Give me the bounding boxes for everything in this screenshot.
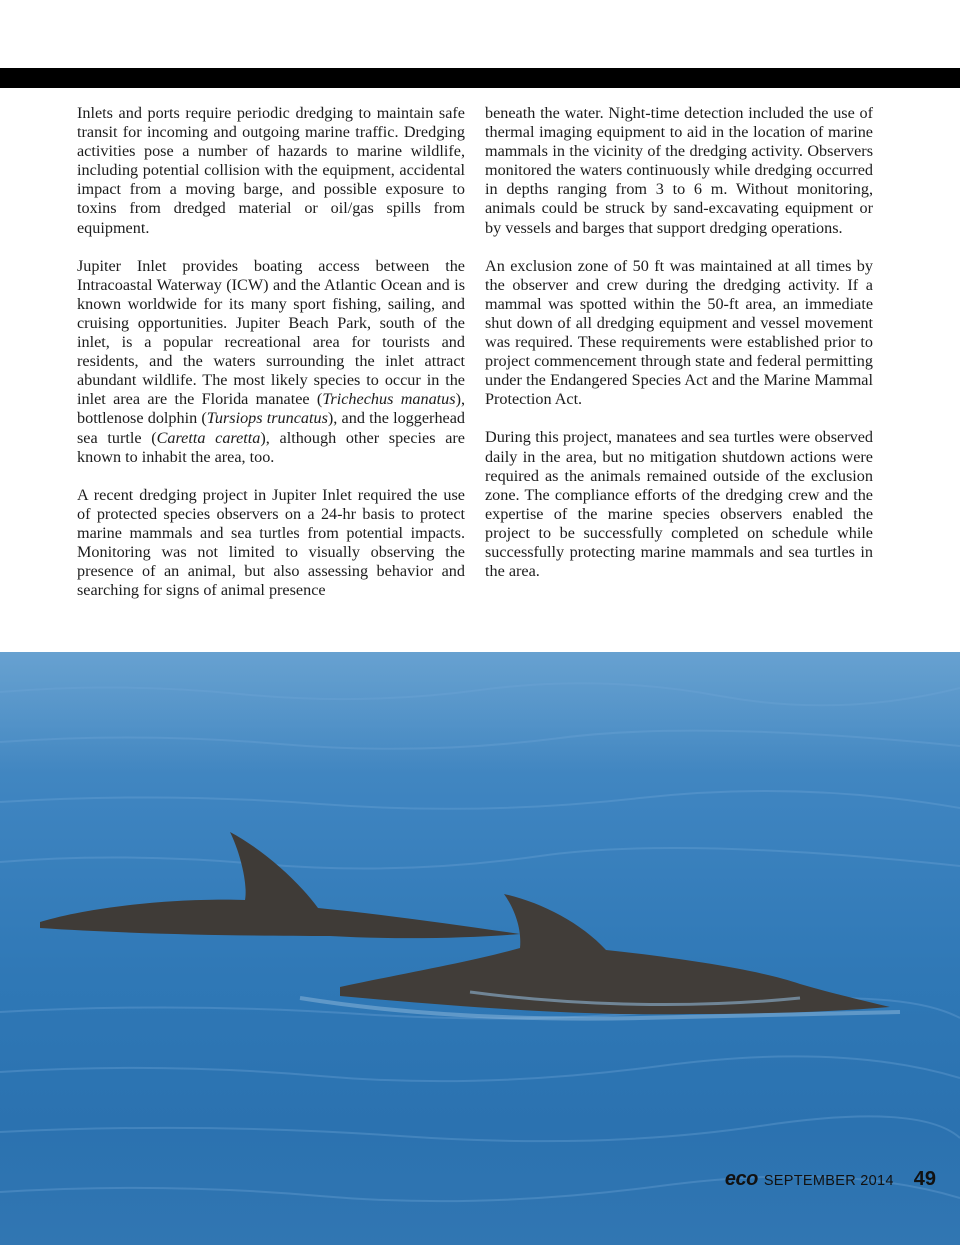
paragraph-exclusion-zone: An exclusion zone of 50 ft was maintained at all times by the observer and crew during the dredging activity. If a mammal was spotted within the 50-ft area, an immediate shut down of all dredging equipment and vessel movement was required. These requirements were established prior to project commencement through state and federal permitting under the Endangered Species Act and the Marine Mammal Protection Act. [485,256,873,409]
dolphin-back-shape [40,832,520,938]
page-footer [725,1168,936,1194]
article-column-right [485,104,873,600]
paragraph-project-outcome: During this project, manatees and sea turtles were observed daily in the area, but no mitigation shutdown actions were required as the animals remained outside of the exclusion zone. The compliance efforts of the dredging crew and the expertise of the marine species observers enabled the project to be successfully completed on schedule while successfully protecting marine mammals and sea turtles in the area. [485,428,873,581]
turtle-species-name: Caretta caretta [156,428,261,447]
dolphins-photo [0,652,960,1245]
dolphins-illustration [0,652,960,1245]
paragraph-night-detection: beneath the water. Night-time detection included the use of thermal imaging equipment to aid in the location of marine mammals in the vicinity of the dredging activity. Observers monitored the waters continuously while dredging occurred in depths ranging from 3 to 6 m. Without monitoring, animals could be struck by sand-excavating equipment or by vessels and barges that support dredging operations. [485,104,873,237]
header-bar [0,68,960,88]
dolphin-front-shape [340,894,890,1014]
issue-date: SEPTEMBER 2014 [763,1173,894,1189]
paragraph-recent-project: A recent dredging project in Jupiter Inlet required the use of protected species observers on a 24-hr basis to protect marine mammals and sea turtles from potential impacts. Monitoring was not limited to visually observing the presence of an animal, but also assessing behavior and searching for signs of animal presence [77,485,465,600]
paragraph-jupiter-inlet: Jupiter Inlet provides boating access between the Intracoastal Waterway (ICW) and the Atlantic Ocean and is known worldwide for its many sport fishing, sailing, and cruising opportunities. Jupiter Beach Park, south of the inlet, is a popular recreational area for tourists and residents, and the waters surrounding the inlet attract abundant wildlife. The most likely species to occur in the inlet area are the Florida manatee (Trichechus manatus), bottlenose dolphin (Tursiops truncatus), and the loggerhead sea turtle (Caretta caretta), although other species are known to inhabit the area, too. [77,256,466,466]
page-number: 49 [913,1168,936,1190]
paragraph-dredging-intro: Inlets and ports require periodic dredging to maintain safe transit for incoming and outgoing marine traffic. Dredging activities pose a number of hazards to marine wildlife, including potential collision with the equipment, accidental impact from a moving barge, and possible exposure to toxins from dredged material or oil/gas spills from equipment. [77,104,465,237]
article-column-left [77,104,465,619]
dolphin-species-name: Tursiops truncatus [206,409,328,428]
magazine-brand: eco [724,1168,758,1190]
manatee-species-name: Trichechus manatus [322,390,456,409]
